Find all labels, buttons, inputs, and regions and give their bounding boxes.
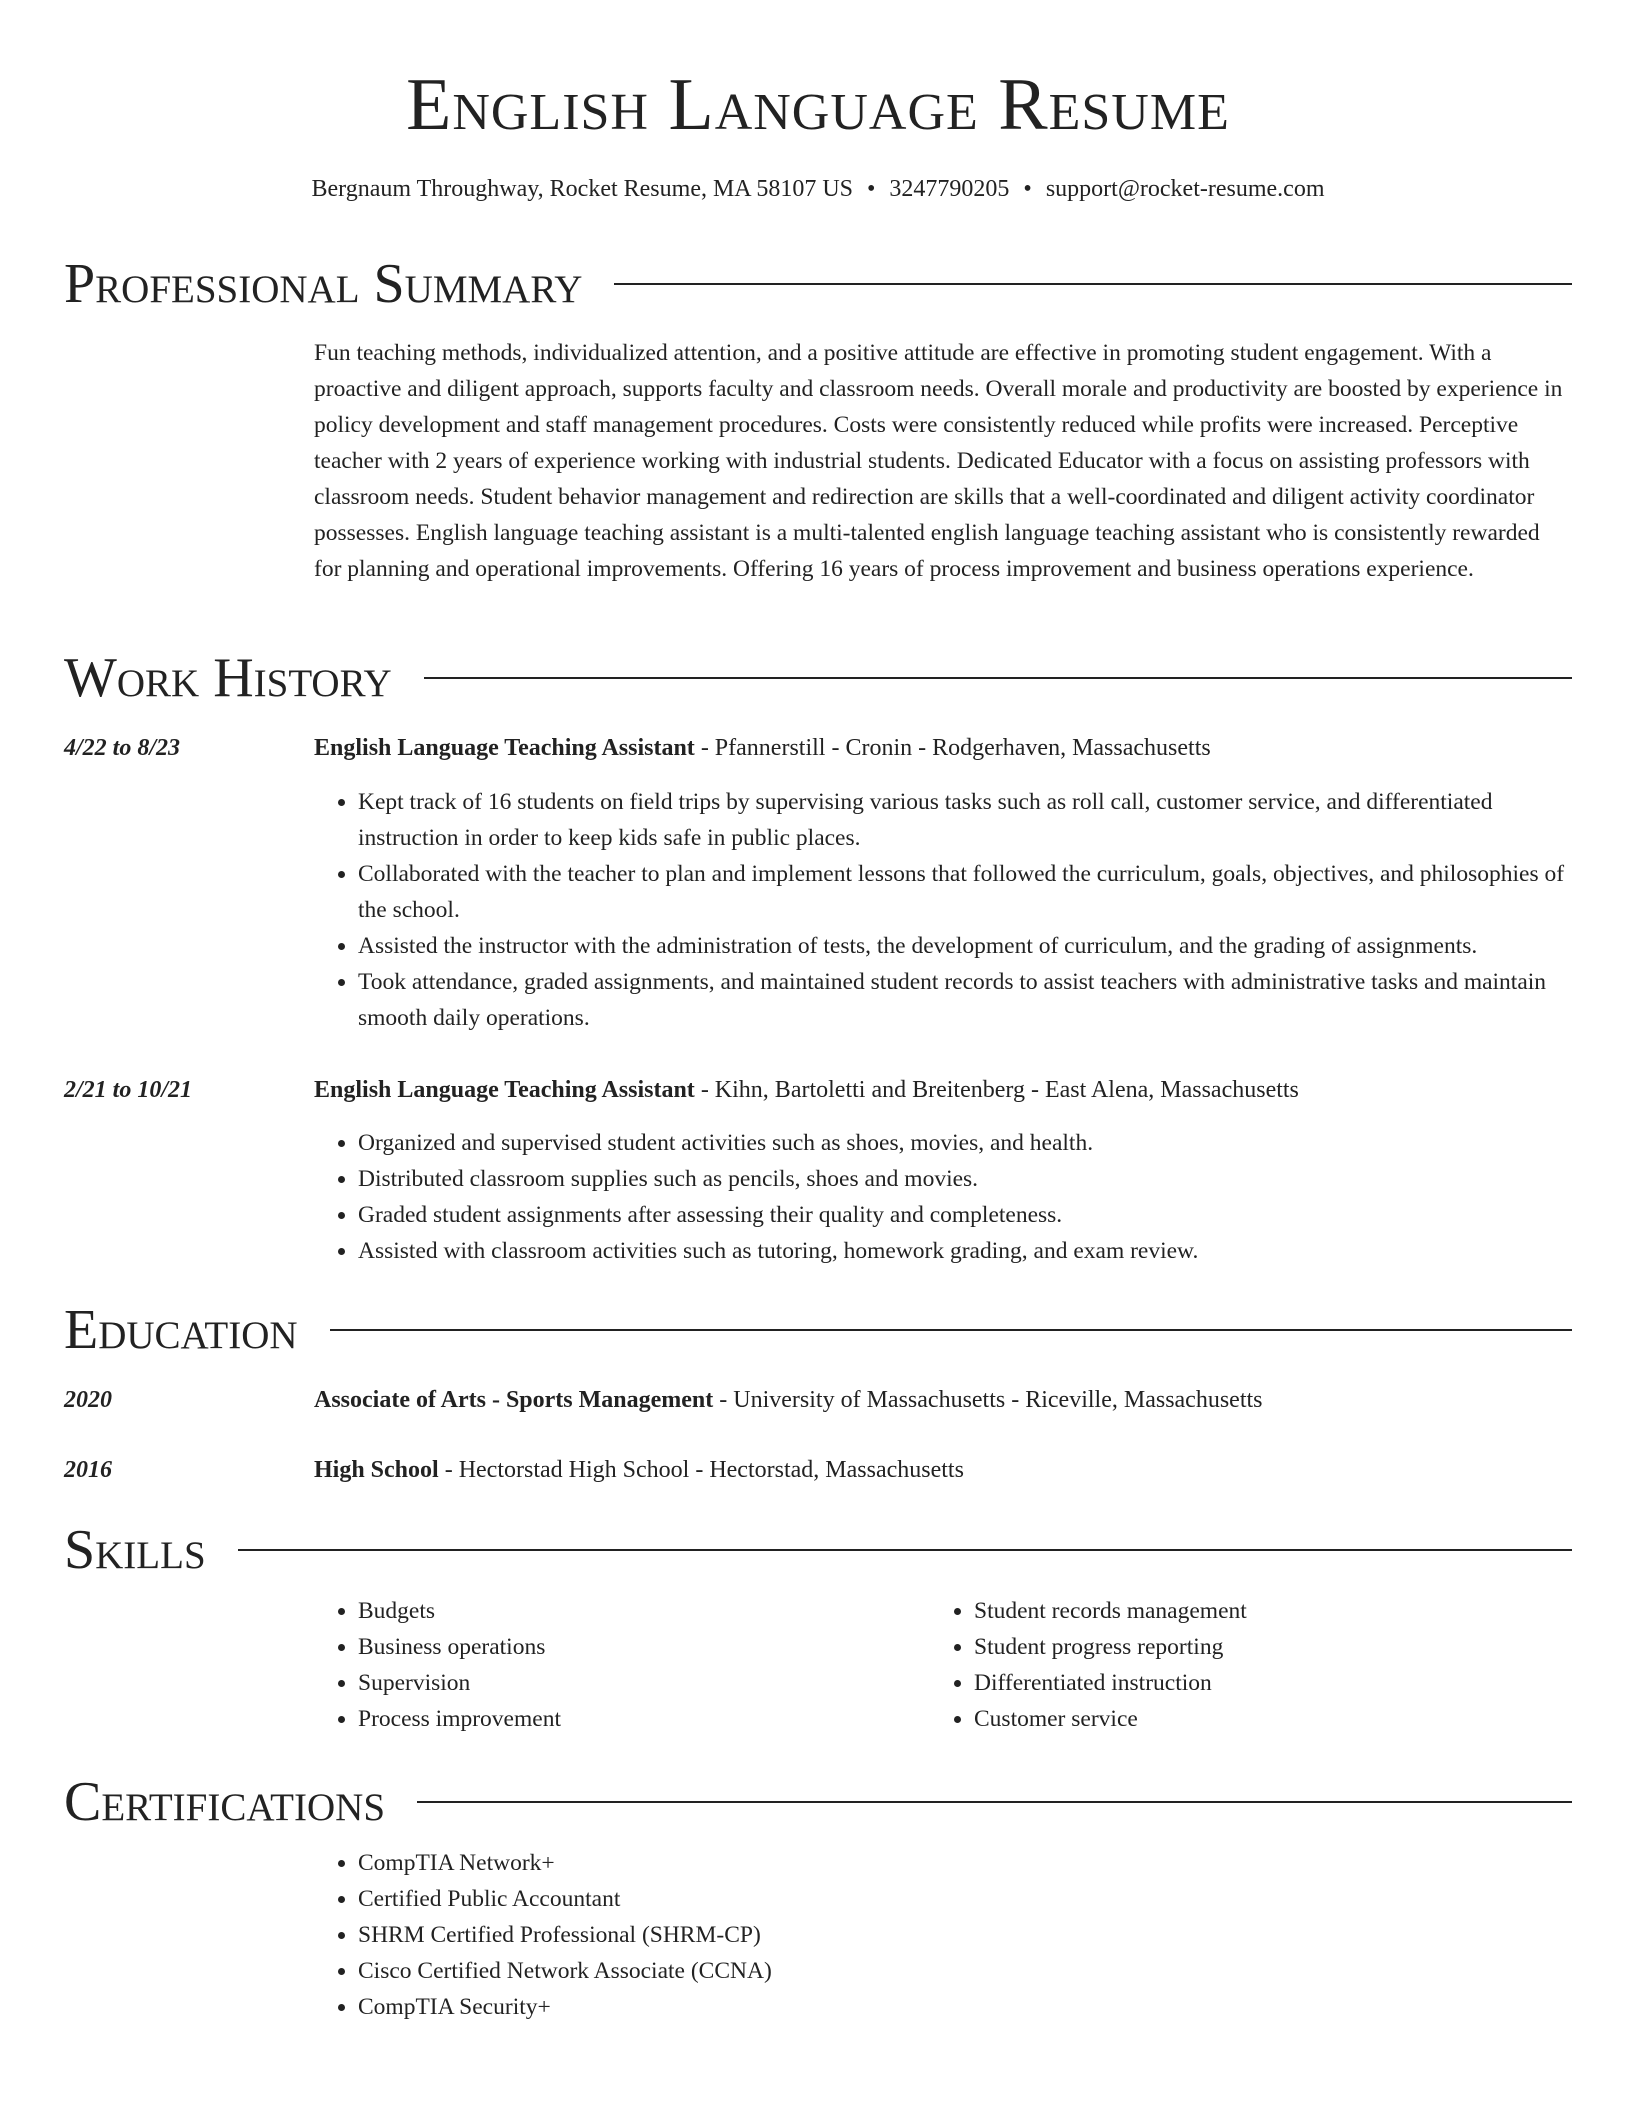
job-headline xyxy=(314,1072,1572,1108)
contact-separator: • xyxy=(867,176,876,202)
section-divider xyxy=(417,1801,1572,1803)
skill-item: • Customer service xyxy=(974,1701,1546,1737)
resume-title: English Language Resume xyxy=(406,64,1230,146)
skills-column-left xyxy=(314,1593,930,1737)
job-dates: 2/21 to 10/21 xyxy=(64,1077,193,1103)
certifications-list xyxy=(314,1845,1572,2025)
section-title-certifications: Certifications xyxy=(64,1771,386,1833)
section-header-summary xyxy=(64,254,1572,314)
job-title: English Language Teaching Assistant xyxy=(314,735,695,761)
job-headline xyxy=(314,730,1572,766)
contact-line xyxy=(64,174,1572,204)
job-bullet: • Assisted the instructor with the administration of tests, the development of curriculum, and the grading of assignments. xyxy=(358,928,1572,964)
section-title-skills: Skills xyxy=(64,1519,206,1581)
section-divider xyxy=(614,283,1572,285)
section-title-work-history: Work History xyxy=(64,647,392,709)
job-bullet: • Organized and supervised student activities such as shoes, movies, and health. xyxy=(358,1125,1572,1161)
skills-list xyxy=(314,1593,1572,1737)
contact-separator: • xyxy=(1023,176,1032,202)
skill-item: • Budgets xyxy=(358,1593,930,1629)
summary-text: Fun teaching methods, individualized attention, and a positive attitude are effective in promoting student engagement. With a proactive and diligent approach, supports faculty and classroom needs. Overall morale and productivity are boosted by experience in policy development and staff management procedures. Costs were consistently reduced while profits were increased. Perceptive teacher with 2 years of experience working with industrial students. Dedicated Educator with a focus on assisting professors with classroom needs. Student behavior management and redirection are skills that a well-coordinated and diligent activity coordinator possesses. English language teaching assistant is a multi-talented english language teaching assistant who is consistently rewarded for planning and operational improvements. Offering 16 years of process improvement and business operations experience. xyxy=(314,340,1563,582)
certification-item: • SHRM Certified Professional (SHRM-CP) xyxy=(358,1917,1572,1953)
job-bullet: • Collaborated with the teacher to plan and implement lessons that followed the curriculum, goals, objectives, and philosophies of the school. xyxy=(358,856,1572,928)
section-header-education xyxy=(64,1300,1572,1360)
job-bullet: • Distributed classroom supplies such as pencils, shoes and movies. xyxy=(358,1161,1572,1197)
certification-item: • CompTIA Security+ xyxy=(358,1989,1572,2025)
job-bullet: • Assisted with classroom activities such as tutoring, homework grading, and exam review. xyxy=(358,1233,1572,1269)
section-divider xyxy=(424,677,1572,679)
contact-phone: 3247790205 xyxy=(889,176,1010,202)
skills-column-right xyxy=(930,1593,1546,1737)
skill-item: • Student records management xyxy=(974,1593,1546,1629)
education-degree: Associate of Arts - Sports Management xyxy=(314,1387,714,1413)
section-header-skills xyxy=(64,1520,1572,1580)
job-bullet: • Took attendance, graded assignments, and maintained student records to assist teachers with administrative tasks and maintain smooth daily operations. xyxy=(358,964,1572,1036)
skill-item: • Student progress reporting xyxy=(974,1629,1546,1665)
section-divider xyxy=(238,1549,1572,1551)
contact-email: support@rocket-resume.com xyxy=(1045,176,1325,202)
job-bullet: • Kept track of 16 students on field trips by supervising various tasks such as roll call, customer service, and differentiated instruction in order to keep kids safe in public places. xyxy=(358,784,1572,856)
skill-item: • Business operations xyxy=(358,1629,930,1665)
education-year: 2020 xyxy=(64,1387,112,1413)
education-headline xyxy=(314,1452,1572,1488)
job-bullets xyxy=(314,1125,1572,1269)
section-divider xyxy=(330,1329,1572,1331)
certification-item: • Certified Public Accountant xyxy=(358,1881,1572,1917)
education-year: 2016 xyxy=(64,1457,112,1483)
education-headline xyxy=(314,1382,1572,1418)
job-title: English Language Teaching Assistant xyxy=(314,1077,695,1103)
job-dates: 4/22 to 8/23 xyxy=(64,735,181,761)
certification-item: • CompTIA Network+ xyxy=(358,1845,1572,1881)
skill-item: • Process improvement xyxy=(358,1701,930,1737)
section-header-work-history xyxy=(64,648,1572,708)
job-bullet: • Graded student assignments after assessing their quality and completeness. xyxy=(358,1197,1572,1233)
certification-item: • Cisco Certified Network Associate (CCNA) xyxy=(358,1953,1572,1989)
education-school: - Hectorstad High School - Hectorstad, Massachusetts xyxy=(438,1457,964,1483)
section-title-summary: Professional Summary xyxy=(64,253,583,315)
job-bullets xyxy=(314,784,1572,1036)
skill-item: • Supervision xyxy=(358,1665,930,1701)
contact-address: Bergnaum Throughway, Rocket Resume, MA 58107 US xyxy=(311,176,853,202)
education-school: - University of Massachusetts - Riceville, Massachusetts xyxy=(713,1387,1263,1413)
education-degree: High School xyxy=(314,1457,439,1483)
skill-item: • Differentiated instruction xyxy=(974,1665,1546,1701)
job-employer: - Kihn, Bartoletti and Breitenberg - East Alena, Massachusetts xyxy=(694,1077,1299,1103)
resume-page xyxy=(64,0,1572,2020)
section-header-certifications xyxy=(64,1772,1572,1832)
job-employer: - Pfannerstill - Cronin - Rodgerhaven, Massachusetts xyxy=(694,735,1211,761)
section-title-education: Education xyxy=(64,1299,298,1361)
